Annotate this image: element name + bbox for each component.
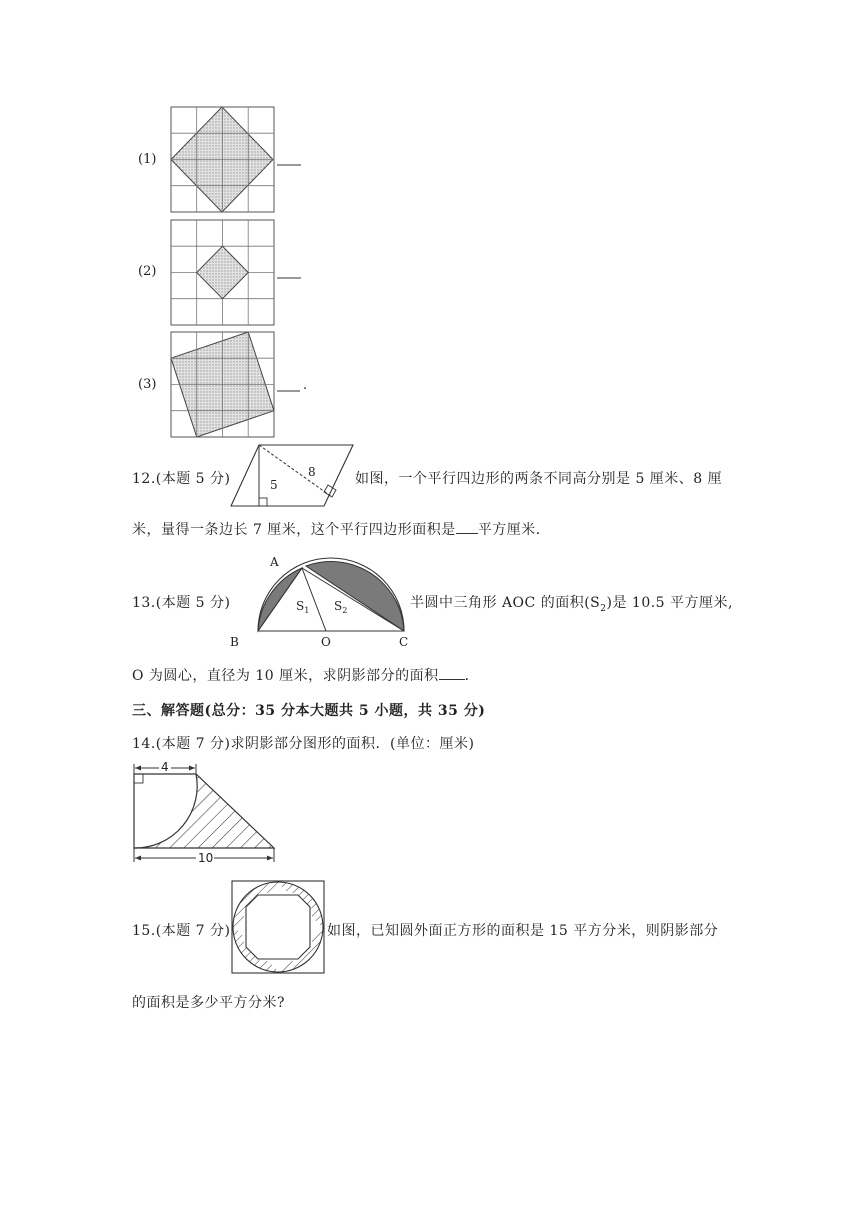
point-A: A: [270, 555, 279, 569]
fig3-dot: .: [303, 378, 308, 393]
parallelogram-figure: [230, 442, 356, 510]
q13-text-line1: [410, 592, 733, 614]
q13-text-a: 半圆中三角形 AOC 的面积(S: [410, 595, 601, 611]
dimension-top-4: 4: [161, 760, 169, 774]
q13-answer-blank: [439, 667, 465, 680]
q13-text-b: O 为圆心，直径为 10 厘米，求阴影部分的面积: [132, 668, 439, 684]
circle-square-figure: [230, 879, 326, 975]
q12-text-line1: 如图，一个平行四边形的两条不同高分别是 5 厘米、8 厘: [355, 471, 723, 487]
point-O: O: [321, 635, 331, 649]
q15-text-line2: 的面积是多少平方分米?: [132, 995, 286, 1011]
q12-text-line2: [132, 519, 550, 539]
q12-prefix: 12.(本题 5 分): [132, 471, 231, 487]
label-S1: $S_1$: [296, 599, 310, 615]
fig3-label: (3): [138, 377, 157, 392]
dimension-bottom-10: 10: [198, 851, 214, 865]
parallelogram-height-8: 8: [308, 465, 316, 479]
grid-figure-3: [170, 331, 310, 439]
q13-text-a-sub: 2: [600, 603, 607, 614]
q13-text-b-end: ．: [464, 668, 480, 684]
q12-text-b: 米，量得一条边长 7 厘米，这个平行四边形面积是: [132, 522, 456, 538]
q14-text: 14.(本题 7 分)求阴影部分图形的面积．(单位：厘米): [132, 736, 475, 752]
q12-text-b-end: 平方厘米．: [477, 522, 551, 538]
q13-text-line2: [132, 665, 479, 685]
section-3-title: 三、解答题(总分：35 分本大题共 5 小题，共 35 分): [132, 703, 486, 719]
q15-text-line1: 如图，已知圆外面正方形的面积是 15 平方分米，则阴影部分: [327, 923, 719, 939]
q12-answer-blank: [456, 521, 478, 534]
fig2-label: (2): [138, 264, 157, 279]
fig1-label: (1): [138, 152, 157, 167]
q15-prefix: 15.(本题 7 分): [132, 923, 231, 939]
point-B: B: [230, 635, 239, 649]
q13-text-a-end: )是 10.5 平方厘米,: [606, 595, 733, 611]
point-C: C: [399, 635, 409, 649]
grid-figure-2: [170, 219, 310, 327]
q13-prefix: 13.(本题 5 分): [132, 595, 231, 611]
trapezoid-figure: [128, 762, 278, 866]
parallelogram-height-5: 5: [270, 478, 278, 492]
grid-figure-1: [170, 106, 310, 214]
label-S2: $S_2$: [334, 599, 348, 615]
semicircle-figure: [226, 554, 416, 650]
